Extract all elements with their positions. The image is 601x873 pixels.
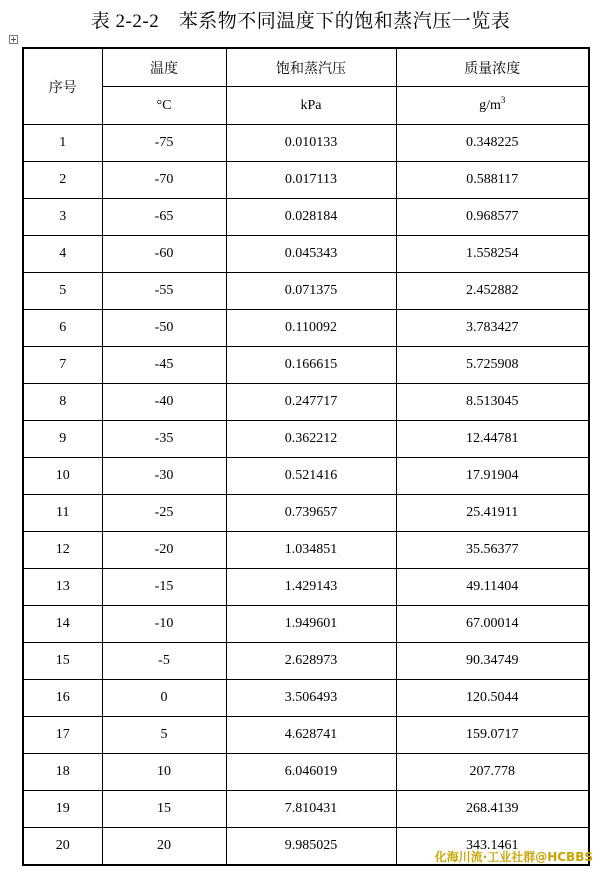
cell-concentration: 17.91904	[396, 458, 589, 495]
unit-concentration-base: g/m	[479, 97, 501, 113]
table-row	[23, 643, 589, 680]
watermark: 化海川流·工业社群@HCBBS	[434, 850, 593, 864]
cell-concentration: 0.348225	[396, 125, 589, 162]
cell-index: 20	[23, 828, 102, 866]
cell-index: 2	[23, 162, 102, 199]
cell-concentration: 207.778	[396, 754, 589, 791]
cell-pressure: 4.628741	[226, 717, 396, 754]
header-row-names	[23, 48, 589, 87]
cell-pressure: 0.028184	[226, 199, 396, 236]
table-row	[23, 754, 589, 791]
cell-temperature: 15	[102, 791, 226, 828]
cell-concentration: 67.00014	[396, 606, 589, 643]
cell-index: 6	[23, 310, 102, 347]
header-temperature: 温度	[102, 48, 226, 87]
cell-index: 14	[23, 606, 102, 643]
cell-pressure: 7.810431	[226, 791, 396, 828]
cell-index: 4	[23, 236, 102, 273]
cell-concentration: 3.783427	[396, 310, 589, 347]
cell-concentration: 8.513045	[396, 384, 589, 421]
cell-pressure: 0.362212	[226, 421, 396, 458]
cell-concentration: 1.558254	[396, 236, 589, 273]
cell-temperature: -20	[102, 532, 226, 569]
table-row	[23, 236, 589, 273]
cell-concentration: 12.44781	[396, 421, 589, 458]
cell-concentration: 343.1461	[396, 828, 589, 866]
unit-concentration	[396, 87, 589, 125]
cell-pressure: 1.034851	[226, 532, 396, 569]
table-row	[23, 791, 589, 828]
cell-temperature: -75	[102, 125, 226, 162]
table-row	[23, 606, 589, 643]
cell-index: 15	[23, 643, 102, 680]
header-index: 序号	[23, 48, 102, 125]
cell-temperature: -25	[102, 495, 226, 532]
cell-temperature: -35	[102, 421, 226, 458]
cell-temperature: 5	[102, 717, 226, 754]
cell-temperature: -70	[102, 162, 226, 199]
cell-pressure: 3.506493	[226, 680, 396, 717]
cell-temperature: -50	[102, 310, 226, 347]
cell-temperature: 10	[102, 754, 226, 791]
cell-pressure: 0.045343	[226, 236, 396, 273]
cell-concentration: 5.725908	[396, 347, 589, 384]
cell-temperature: -40	[102, 384, 226, 421]
cell-index: 17	[23, 717, 102, 754]
cell-index: 7	[23, 347, 102, 384]
cell-index: 11	[23, 495, 102, 532]
table-row	[23, 421, 589, 458]
cell-temperature: -65	[102, 199, 226, 236]
table-row	[23, 532, 589, 569]
header-row-units	[23, 87, 589, 125]
cell-index: 12	[23, 532, 102, 569]
table-move-handle-icon[interactable]	[9, 35, 18, 44]
cell-pressure: 2.628973	[226, 643, 396, 680]
header-pressure: 饱和蒸汽压	[226, 48, 396, 87]
cell-concentration: 120.5044	[396, 680, 589, 717]
table-row	[23, 680, 589, 717]
cell-index: 3	[23, 199, 102, 236]
cell-concentration: 159.0717	[396, 717, 589, 754]
cell-pressure: 6.046019	[226, 754, 396, 791]
cell-index: 5	[23, 273, 102, 310]
table-title: 表 2-2-2 苯系物不同温度下的饱和蒸汽压一览表	[90, 11, 511, 32]
cell-temperature: -30	[102, 458, 226, 495]
header-concentration: 质量浓度	[396, 48, 589, 87]
cell-concentration: 2.452882	[396, 273, 589, 310]
table-row	[23, 347, 589, 384]
cell-concentration: 268.4139	[396, 791, 589, 828]
cell-index: 9	[23, 421, 102, 458]
cell-index: 13	[23, 569, 102, 606]
cell-temperature: -45	[102, 347, 226, 384]
cell-pressure: 1.429143	[226, 569, 396, 606]
unit-concentration-exponent: 3	[500, 94, 506, 105]
cell-concentration: 0.968577	[396, 199, 589, 236]
cell-pressure: 1.949601	[226, 606, 396, 643]
table-row	[23, 125, 589, 162]
cell-temperature: -10	[102, 606, 226, 643]
table-row	[23, 495, 589, 532]
cell-pressure: 0.739657	[226, 495, 396, 532]
cell-concentration: 35.56377	[396, 532, 589, 569]
cell-pressure: 0.010133	[226, 125, 396, 162]
unit-temperature: °C	[102, 87, 226, 125]
table-row	[23, 310, 589, 347]
unit-pressure: kPa	[226, 87, 396, 125]
cell-concentration: 25.41911	[396, 495, 589, 532]
cell-index: 8	[23, 384, 102, 421]
cell-temperature: -60	[102, 236, 226, 273]
cell-pressure: 0.521416	[226, 458, 396, 495]
cell-index: 10	[23, 458, 102, 495]
table-row	[23, 569, 589, 606]
cell-concentration: 49.11404	[396, 569, 589, 606]
cell-index: 16	[23, 680, 102, 717]
cell-temperature: 0	[102, 680, 226, 717]
cell-index: 18	[23, 754, 102, 791]
cell-temperature: -55	[102, 273, 226, 310]
cell-pressure: 0.247717	[226, 384, 396, 421]
cell-pressure: 0.017113	[226, 162, 396, 199]
cell-concentration: 90.34749	[396, 643, 589, 680]
cell-pressure: 0.071375	[226, 273, 396, 310]
cell-pressure: 9.985025	[226, 828, 396, 866]
cell-temperature: -15	[102, 569, 226, 606]
table-row	[23, 162, 589, 199]
table-row	[23, 458, 589, 495]
cell-index: 19	[23, 791, 102, 828]
cell-temperature: 20	[102, 828, 226, 866]
table-row	[23, 199, 589, 236]
cell-temperature: -5	[102, 643, 226, 680]
table-row	[23, 273, 589, 310]
table-row	[23, 717, 589, 754]
cell-index: 1	[23, 125, 102, 162]
vapor-pressure-table	[22, 47, 590, 866]
cell-pressure: 0.166615	[226, 347, 396, 384]
table-body	[23, 48, 589, 865]
cell-concentration: 0.588117	[396, 162, 589, 199]
cell-pressure: 0.110092	[226, 310, 396, 347]
table-row	[23, 384, 589, 421]
